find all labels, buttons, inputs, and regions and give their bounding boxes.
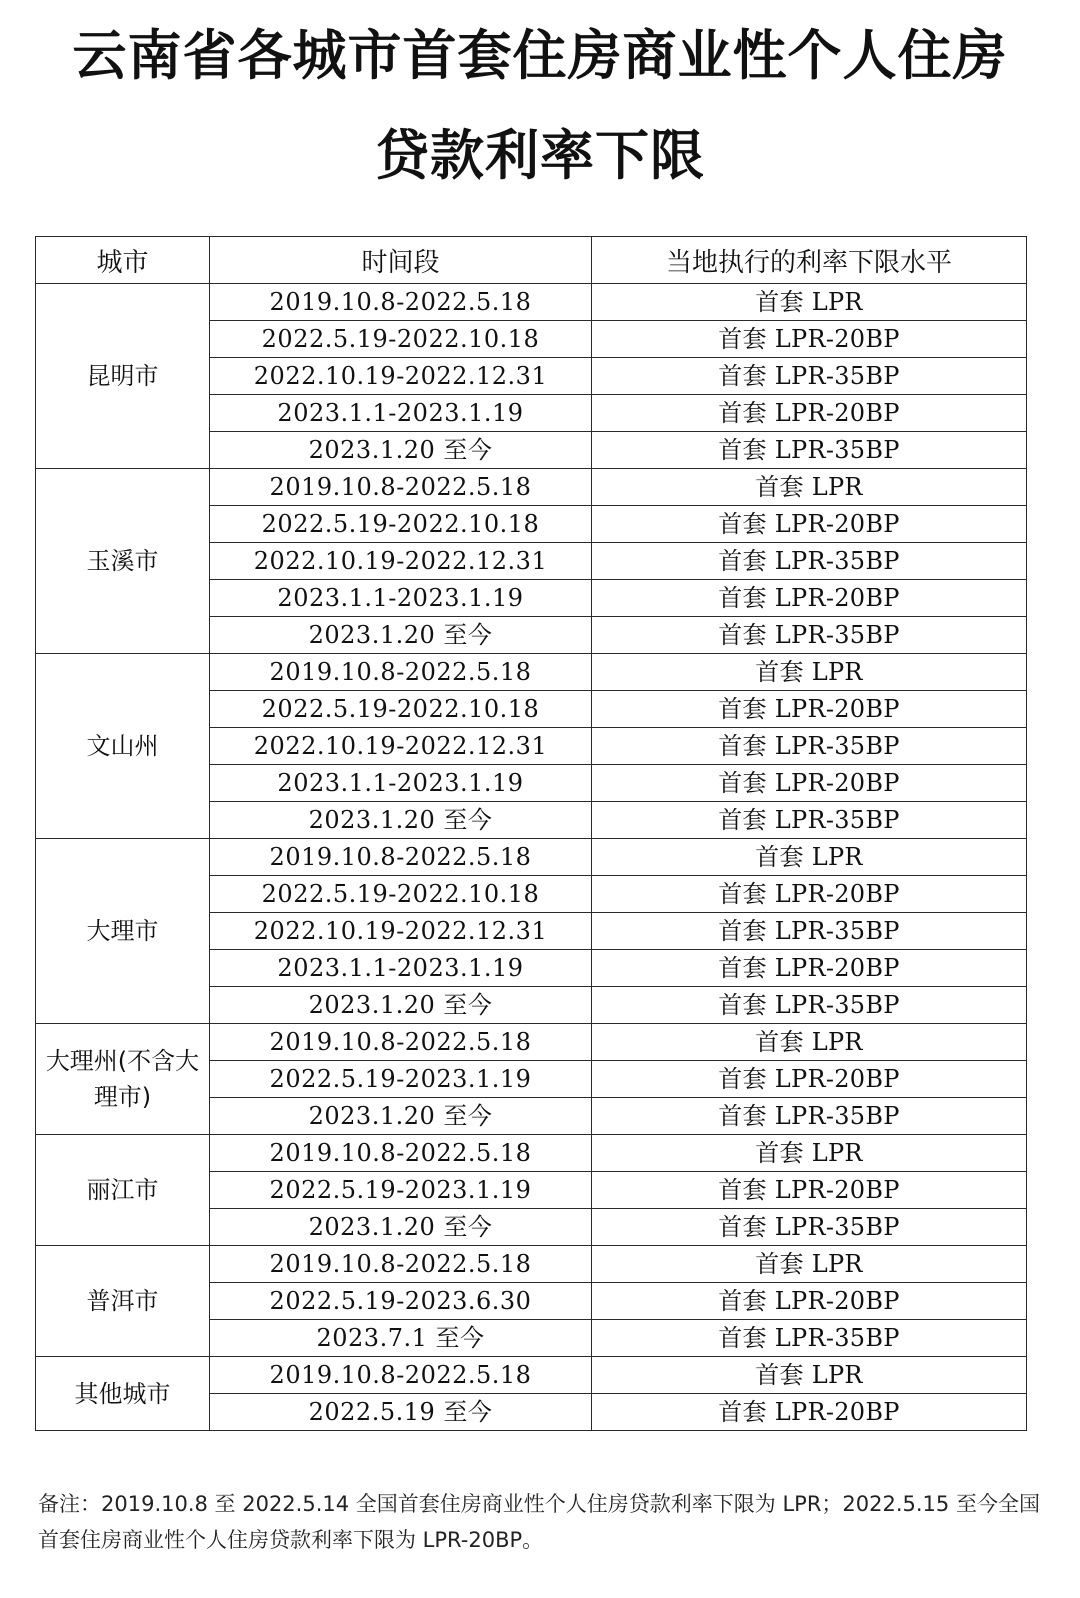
period-cell: 2022.5.19-2023.1.19 <box>210 1061 592 1098</box>
period-cell: 2023.1.20 至今 <box>210 987 592 1024</box>
city-cell: 其他城市 <box>36 1357 210 1431</box>
table-row <box>36 654 1027 691</box>
table-header-row <box>36 237 1027 284</box>
table-row <box>36 1246 1027 1283</box>
period-cell: 2022.10.19-2022.12.31 <box>210 728 592 765</box>
table-row <box>36 1024 1027 1061</box>
rate-cell: 首套 LPR-35BP <box>592 987 1027 1024</box>
rate-cell: 首套 LPR-20BP <box>592 506 1027 543</box>
period-cell: 2023.1.20 至今 <box>210 1098 592 1135</box>
period-cell: 2022.5.19-2022.10.18 <box>210 321 592 358</box>
rate-cell: 首套 LPR-35BP <box>592 913 1027 950</box>
page-subtitle: 贷款利率下限 <box>375 124 705 187</box>
period-cell: 2022.5.19 至今 <box>210 1394 592 1431</box>
period-cell: 2022.5.19-2023.1.19 <box>210 1172 592 1209</box>
rate-cell: 首套 LPR-20BP <box>592 395 1027 432</box>
city-cell: 昆明市 <box>36 284 210 469</box>
rate-cell: 首套 LPR-35BP <box>592 358 1027 395</box>
rate-cell: 首套 LPR-20BP <box>592 1394 1027 1431</box>
rate-cell: 首套 LPR-20BP <box>592 1061 1027 1098</box>
page-title: 云南省各城市首套住房商业性个人住房 <box>72 24 1008 87</box>
period-cell: 2023.1.1-2023.1.19 <box>210 950 592 987</box>
period-cell: 2022.10.19-2022.12.31 <box>210 913 592 950</box>
rate-cell: 首套 LPR-20BP <box>592 1283 1027 1320</box>
period-cell: 2019.10.8-2022.5.18 <box>210 1135 592 1172</box>
period-cell: 2023.1.1-2023.1.19 <box>210 765 592 802</box>
rate-cell: 首套 LPR-20BP <box>592 1172 1027 1209</box>
period-cell: 2023.1.20 至今 <box>210 1209 592 1246</box>
period-cell: 2022.10.19-2022.12.31 <box>210 358 592 395</box>
rate-cell: 首套 LPR <box>592 654 1027 691</box>
city-cell: 普洱市 <box>36 1246 210 1357</box>
rate-cell: 首套 LPR-35BP <box>592 617 1027 654</box>
period-cell: 2023.1.1-2023.1.19 <box>210 580 592 617</box>
period-cell: 2022.5.19-2022.10.18 <box>210 691 592 728</box>
rate-cell: 首套 LPR-20BP <box>592 950 1027 987</box>
period-cell: 2023.7.1 至今 <box>210 1320 592 1357</box>
period-cell: 2023.1.20 至今 <box>210 432 592 469</box>
rate-cell: 首套 LPR-20BP <box>592 876 1027 913</box>
table-row <box>36 469 1027 506</box>
footnote: 备注：2019.10.8 至 2022.5.14 全国首套住房商业性个人住房贷款利率下限为 LPR；2022.5.15 至今全国首套住房商业性个人住房贷款利率下限为 LPR-20BP。 <box>38 1492 1040 1552</box>
city-cell: 大理州(不含大理市) <box>36 1024 210 1135</box>
period-cell: 2023.1.1-2023.1.19 <box>210 395 592 432</box>
rate-cell: 首套 LPR-20BP <box>592 580 1027 617</box>
rate-cell: 首套 LPR-35BP <box>592 1209 1027 1246</box>
table-row <box>36 839 1027 876</box>
period-cell: 2023.1.20 至今 <box>210 802 592 839</box>
rate-cell: 首套 LPR-35BP <box>592 1098 1027 1135</box>
city-cell: 玉溪市 <box>36 469 210 654</box>
period-cell: 2019.10.8-2022.5.18 <box>210 1246 592 1283</box>
period-cell: 2019.10.8-2022.5.18 <box>210 839 592 876</box>
period-cell: 2019.10.8-2022.5.18 <box>210 284 592 321</box>
table-row <box>36 284 1027 321</box>
period-cell: 2019.10.8-2022.5.18 <box>210 1024 592 1061</box>
period-cell: 2019.10.8-2022.5.18 <box>210 469 592 506</box>
rate-cell: 首套 LPR <box>592 1135 1027 1172</box>
period-cell: 2022.5.19-2022.10.18 <box>210 876 592 913</box>
table-row <box>36 1135 1027 1172</box>
rate-cell: 首套 LPR-35BP <box>592 802 1027 839</box>
header-city: 城市 <box>36 237 210 284</box>
period-cell: 2022.10.19-2022.12.31 <box>210 543 592 580</box>
rate-cell: 首套 LPR <box>592 469 1027 506</box>
rate-cell: 首套 LPR-20BP <box>592 321 1027 358</box>
table-body <box>36 284 1027 1431</box>
city-cell: 大理市 <box>36 839 210 1024</box>
city-cell: 丽江市 <box>36 1135 210 1246</box>
rate-cell: 首套 LPR <box>592 839 1027 876</box>
period-cell: 2022.5.19-2023.6.30 <box>210 1283 592 1320</box>
period-cell: 2023.1.20 至今 <box>210 617 592 654</box>
period-cell: 2019.10.8-2022.5.18 <box>210 654 592 691</box>
city-cell: 文山州 <box>36 654 210 839</box>
rate-cell: 首套 LPR-20BP <box>592 765 1027 802</box>
rate-cell: 首套 LPR-35BP <box>592 1320 1027 1357</box>
rate-cell: 首套 LPR <box>592 1024 1027 1061</box>
rate-cell: 首套 LPR <box>592 1246 1027 1283</box>
rate-cell: 首套 LPR <box>592 284 1027 321</box>
period-cell: 2022.5.19-2022.10.18 <box>210 506 592 543</box>
rate-cell: 首套 LPR-20BP <box>592 691 1027 728</box>
table-row <box>36 1357 1027 1394</box>
rate-cell: 首套 LPR-35BP <box>592 543 1027 580</box>
rate-cell: 首套 LPR-35BP <box>592 432 1027 469</box>
header-rate: 当地执行的利率下限水平 <box>592 237 1027 284</box>
rate-cell: 首套 LPR-35BP <box>592 728 1027 765</box>
period-cell: 2019.10.8-2022.5.18 <box>210 1357 592 1394</box>
rate-cell: 首套 LPR <box>592 1357 1027 1394</box>
header-period: 时间段 <box>210 237 592 284</box>
rate-floor-table <box>35 236 1027 1431</box>
